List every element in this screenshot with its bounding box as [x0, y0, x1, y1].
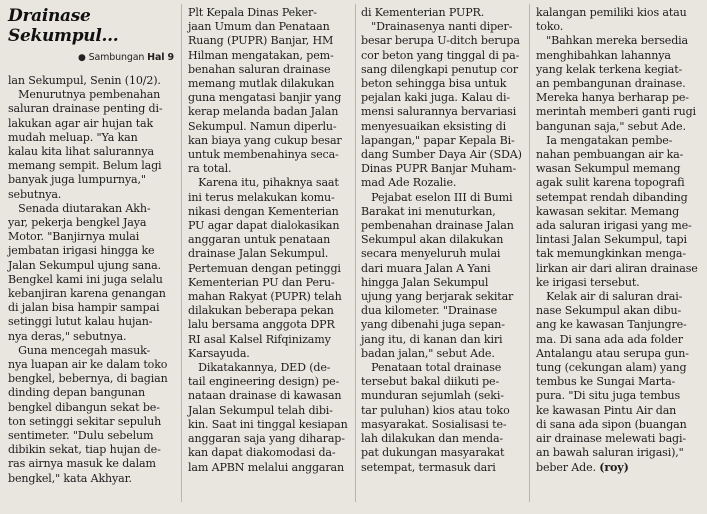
text-line: Pertemuan dengan petinggi	[188, 261, 341, 275]
text-line: memang mutlak dilakukan	[188, 77, 335, 91]
text-line: nataan drainase di kawasan	[188, 389, 342, 403]
text-line: pat dukungan masyarakat	[361, 446, 505, 460]
text-line: masyarakat. Sosialisasi te-	[361, 417, 507, 431]
text-line: pembenahan drainase Jalan	[361, 219, 514, 233]
text-line: banyak juga lumpurnya,"	[8, 173, 146, 187]
text-line: anggaran saja yang diharap-	[188, 432, 345, 446]
text-line: ton setinggi sekitar sepuluh	[8, 414, 162, 428]
text-line: tar puluhan) kios atau toko	[361, 403, 510, 417]
text-line: kin. Saat ini tinggal kesiapan	[188, 417, 348, 431]
column-1-text	[8, 74, 168, 486]
text-line: Karsayuda.	[188, 346, 250, 360]
text-line: agak sulit karena topografi	[536, 176, 685, 190]
text-line: Guna mencegah masuk-	[8, 343, 151, 357]
text-line: bengkel," kata Akhyar.	[8, 471, 132, 485]
text-line: nya deras," sebutnya.	[8, 329, 127, 343]
text-line: Barakat ini menuturkan,	[361, 204, 496, 218]
text-line: kan dapat diakomodasi da-	[188, 446, 336, 460]
bullet-icon: ●	[78, 53, 86, 63]
text-line: kalangan pemiliki kios atau	[536, 6, 687, 19]
text-line: kebanjiran karena genangan	[8, 287, 166, 301]
text-line: lapangan," papar Kepala Bi-	[361, 133, 515, 147]
text-line: bengkel dibangun sekat be-	[8, 400, 160, 414]
text-line: dang Sumber Daya Air (SDA)	[361, 148, 522, 162]
text-line: anggaran untuk penataan	[188, 233, 331, 247]
text-line: untuk membenahinya seca-	[188, 148, 339, 162]
text-line: Jalan Sekumpul telah dibi-	[188, 403, 333, 417]
column-4-text	[536, 6, 702, 475]
text-line: Ia mengatakan pembe-	[536, 133, 673, 147]
column-2-text	[188, 6, 350, 475]
text-line: beton sehingga bisa untuk	[361, 77, 507, 91]
column-3-text	[361, 6, 523, 475]
column-1	[8, 0, 174, 508]
text-line: setempat, termasuk dari	[361, 460, 496, 474]
text-line: lintasi Jalan Sekumpul, tapi	[536, 233, 687, 247]
text-line: saluran drainase penting di-	[8, 102, 163, 116]
text-line: mudah meluap. "Ya kan	[8, 130, 138, 144]
text-line: Pejabat eselon III di Bumi	[361, 190, 513, 204]
column-divider	[529, 4, 530, 502]
text-line: ke irigasi tersebut.	[536, 275, 640, 289]
text-line: Sekumpul. Namun diperlu-	[188, 119, 337, 133]
text-line: Menurutnya pembenahan	[8, 88, 161, 102]
text-line: bengkel, bebernya, di bagian	[8, 372, 168, 386]
text-line: nya luapan air ke dalam toko	[8, 358, 168, 372]
text-line: toko.	[536, 20, 564, 34]
text-line: menghibahkan lahannya	[536, 48, 671, 62]
text-line: Penataan total drainase	[361, 361, 502, 375]
text-line: menyesuaikan eksisting di	[361, 119, 506, 133]
text-line: dibikin sekat, tiap hujan de-	[8, 443, 161, 457]
text-line: PU agar dapat dialokasikan	[188, 219, 340, 233]
text-line: dilakukan beberapa pekan	[188, 304, 334, 318]
text-line: memang sempit. Belum lagi	[8, 159, 162, 173]
text-line: pura. "Di situ juga tembus	[536, 389, 681, 403]
column-divider	[181, 4, 182, 502]
text-line: an pembangunan drainase.	[536, 77, 686, 91]
text-line: jang itu, di kanan dan kiri	[361, 332, 503, 346]
column-2	[188, 6, 350, 514]
text-line: mahan Rakyat (PUPR) telah	[188, 290, 342, 304]
text-line: tail engineering design) pe-	[188, 375, 340, 389]
text-line: "Bahkan mereka bersedia	[536, 34, 689, 48]
text-line: sang dilengkapi penutup cor	[361, 62, 518, 76]
text-line: Karena itu, pihaknya saat	[188, 176, 339, 190]
text-line: Sekumpul akan dilakukan	[361, 233, 504, 247]
text-line: Antalangu atau serupa gun-	[536, 346, 689, 360]
headline: Drainase Sekumpul...	[8, 6, 119, 46]
text-line: benahan saluran drainase	[188, 62, 331, 76]
text-line: di sana ada sipon (buangan	[536, 417, 687, 431]
text-line: ada saluran irigasi yang me-	[536, 219, 692, 233]
continuation-note	[78, 52, 174, 64]
text-line: ini terus melakukan komu-	[188, 190, 335, 204]
text-line: lakukan agar air hujan tak	[8, 116, 154, 130]
text-line: besar berupa U-ditch berupa	[361, 34, 520, 48]
text-line: Jalan Sekumpul ujung sana.	[8, 258, 161, 272]
text-line: mad Ade Rozalie.	[361, 176, 457, 190]
text-line: lalu bersama anggota DPR	[188, 318, 335, 332]
text-line: lan Sekumpul, Senin (10/2).	[8, 74, 161, 87]
text-line: sebutnya.	[8, 187, 62, 201]
text-line: Hilman mengatakan, pem-	[188, 48, 334, 62]
text-line: jembatan irigasi hingga ke	[8, 244, 155, 258]
text-line: pejalan kaki juga. Kalau di-	[361, 91, 510, 105]
continuation-page: Hal 9	[147, 52, 174, 63]
text-line: merintah memberi ganti rugi	[536, 105, 696, 119]
text-line: setempat rendah dibanding	[536, 190, 688, 204]
text-line: lirkan air dari aliran drainase	[536, 261, 698, 275]
author-signature: (roy)	[599, 460, 629, 474]
text-line: an bawah saluran irigasi),"	[536, 446, 684, 460]
text-line: jaan Umum dan Penataan	[188, 20, 330, 34]
text-line: Dikatakannya, DED (de-	[188, 361, 331, 375]
text-line: air drainase melewati bagi-	[536, 432, 687, 446]
text-line: cor beton yang tinggal di pa-	[361, 48, 520, 62]
text-line: kawasan sekitar. Memang	[536, 204, 680, 218]
text-line: bangunan saja," sebut Ade.	[536, 119, 686, 133]
text-line: dua kilometer. "Drainase	[361, 304, 498, 318]
text-line: yang kelak terkena kegiat-	[536, 62, 683, 76]
text-line: ra total.	[188, 162, 232, 176]
text-line: badan jalan," sebut Ade.	[361, 346, 495, 360]
text-line: kalau kita lihat salurannya	[8, 145, 154, 159]
text-line: ke kawasan Pintu Air dan	[536, 403, 677, 417]
text-line: munduran sejumlah (seki-	[361, 389, 504, 403]
text-line: wasan Sekumpul memang	[536, 162, 681, 176]
text-line: yar, pekerja bengkel Jaya	[8, 216, 147, 230]
text-line: "Drainasenya nanti diper-	[361, 20, 513, 34]
text-line: tembus ke Sungai Marta-	[536, 375, 676, 389]
column-4	[536, 6, 702, 514]
text-line: tersebut bakal diikuti pe-	[361, 375, 500, 389]
text-line: dinding depan bangunan	[8, 386, 145, 400]
text-line: Motor. "Banjirnya mulai	[8, 230, 140, 244]
text-line: kan biaya yang cukup besar	[188, 133, 342, 147]
text-line: Mereka hanya berharap pe-	[536, 91, 689, 105]
text-line: lam APBN melalui anggaran	[188, 460, 344, 474]
text-line: Bengkel kami ini juga selalu	[8, 272, 163, 286]
text-line: drainase Jalan Sekumpul.	[188, 247, 329, 261]
text-line: ang ke kawasan Tanjungre-	[536, 318, 687, 332]
text-line: di jalan bisa hampir sampai	[8, 301, 160, 315]
text-line: secara menyeluruh mulai	[361, 247, 501, 261]
text-line: nahan pembuangan air ka-	[536, 148, 684, 162]
text-line: mensi salurannya bervariasi	[361, 105, 517, 119]
text-line: tung (cekungan alam) yang	[536, 361, 687, 375]
text-line: beber Ade. (roy)	[536, 460, 629, 474]
text-line: hingga Jalan Sekumpul	[361, 275, 489, 289]
column-divider	[355, 4, 356, 502]
text-line: lah dilakukan dan menda-	[361, 432, 504, 446]
text-line: Ruang (PUPR) Banjar, HM	[188, 34, 334, 48]
continuation-label: Sambungan	[88, 52, 145, 63]
text-line: RI asal Kalsel Rifqinizamy	[188, 332, 331, 346]
text-line: guna mengatasi banjir yang	[188, 91, 342, 105]
text-line: kerap melanda badan Jalan	[188, 105, 339, 119]
text-line: Kementerian PU dan Peru-	[188, 275, 335, 289]
text-line: yang dibenahi juga sepan-	[361, 318, 505, 332]
text-line: dari muara Jalan A Yani	[361, 261, 491, 275]
text-line: ujung yang berjarak sekitar	[361, 290, 514, 304]
text-line: di Kementerian PUPR.	[361, 6, 485, 19]
text-line: sentimeter. "Dulu sebelum	[8, 429, 154, 443]
text-line: ras airnya masuk ke dalam	[8, 457, 156, 471]
text-line: Senada diutarakan Akh-	[8, 201, 151, 215]
text-line: Dinas PUPR Banjar Muham-	[361, 162, 517, 176]
text-line: nikasi dengan Kementerian	[188, 204, 339, 218]
text-line: tak memungkinkan menga-	[536, 247, 686, 261]
column-3	[361, 6, 523, 514]
text-line: nase Sekumpul akan dibu-	[536, 304, 682, 318]
text-line: setinggi lutut kalau hujan-	[8, 315, 153, 329]
text-line: Plt Kepala Dinas Peker-	[188, 6, 317, 19]
text-line: ma. Di sana ada ada folder	[536, 332, 683, 346]
text-line: Kelak air di saluran drai-	[536, 290, 683, 304]
